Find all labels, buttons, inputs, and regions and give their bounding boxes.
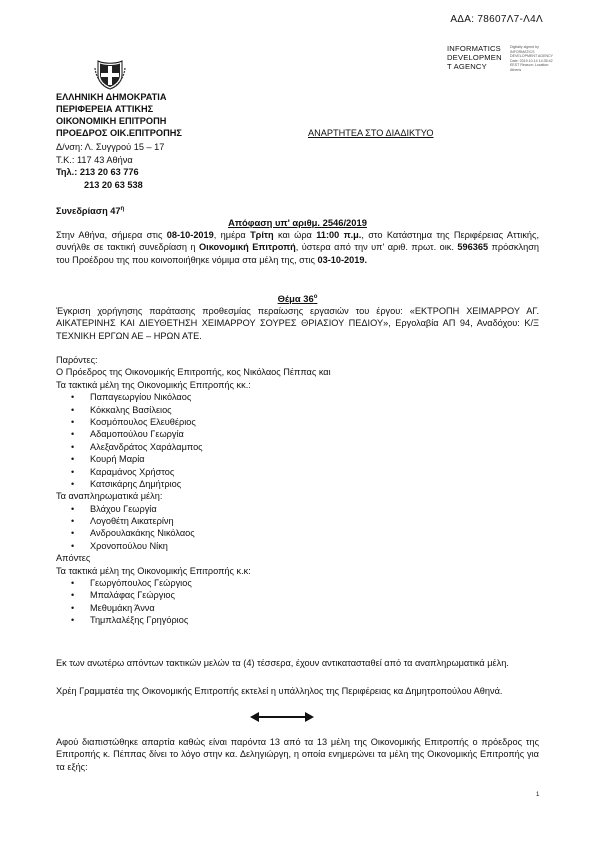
list-item: • Αλεξανδράτος Χαράλαμπος: [56, 441, 539, 453]
authority-line: ΕΛΛΗΝΙΚΗ ΔΗΜΟΚΡΑΤΙΑ: [56, 92, 167, 102]
intro-paragraph: Στην Αθήνα, σήμερα στις 08-10-2019, ημέρα Τρίτη και ώρα 11:00 π.μ., στο Κατάστημα της Περιφέρειας Αττικής, συνήλθε σε τακτική συνεδρίαση η Οικονομική Επιτροπή, ύστερα από την υπ' αριθ. πρωτ. οικ. 596365 πρόσκληση του Προέδρου της που κοινοποιήθηκε νόμιμα στα μέλη της, στις 03-10-2019.: [56, 230, 540, 265]
absent-members-list: [56, 577, 539, 627]
double-arrow-icon: [250, 710, 314, 724]
present-label: Παρόντες:: [56, 355, 98, 365]
greek-emblem-icon: [94, 58, 126, 90]
list-item: • Λογοθέτη Αικατερίνη: [56, 515, 539, 527]
alternate-members-list: [56, 503, 539, 553]
regular-members-label: Τα τακτικά μέλη της Οικονομικής Επιτροπής κκ.:: [56, 379, 251, 390]
postcode: Τ.Κ.: 117 43 Αθήνα: [56, 154, 133, 165]
list-item: • Γεωργόπουλος Γεώργιος: [56, 577, 539, 589]
contact-block: [56, 141, 164, 191]
list-item: • Ανδρουλακάκης Νικόλαος: [56, 527, 539, 539]
list-item: • Μπαλάφας Γεώργιος: [56, 589, 539, 601]
list-item: • Κουρή Μαρία: [56, 453, 539, 465]
chair-line: Ο Πρόεδρος της Οικονομικής Επιτροπής, κος Νικόλαος Πέππας και: [56, 367, 331, 378]
list-item: • Καραμάνος Χρήστος: [56, 466, 539, 478]
list-item: • Βλάχου Γεωργία: [56, 503, 539, 515]
regular-members-list: [56, 391, 539, 490]
absent-label: Απόντες: [56, 553, 91, 564]
post-online-label: ΑΝΑΡΤΗΤΕΑ ΣΤΟ ΔΙΑΔΙΚΤΥΟ: [308, 128, 434, 138]
secretary-paragraph: Χρέη Γραμματέα της Οικονομικής Επιτροπής εκτελεί η υπάλληλος της Περιφέρειας κα Δημητροπούλου Αθηνά.: [56, 686, 503, 696]
list-item: • Κοσμόπουλος Ελευθέριος: [56, 416, 539, 428]
signature-stamp-name: INFORMATICS DEVELOPMEN T AGENCY: [447, 44, 502, 72]
topic-title: Θέμα $36^o$: [277, 293, 318, 304]
session-number: Συνεδρίαση $47^\eta$: [56, 206, 125, 217]
list-item: • Κατσικάρης Δημήτριος: [56, 478, 539, 490]
list-item: • Μεθυμάκη Άννα: [56, 602, 539, 614]
phone-line: Τηλ.: 213 20 63 776: [56, 167, 139, 177]
replacement-paragraph: Εκ των ανωτέρω απόντων τακτικών μελών τα (4) τέσσερα, έχουν αντικατασταθεί από τα αναπληρωματικά μέλη.: [56, 658, 509, 668]
list-item: • Τημπλαλέξης Γρηγόριος: [56, 614, 539, 626]
authority-line: ΠΡΟΕΔΡΟΣ ΟΙΚ.ΕΠΙΤΡΟΠΗΣ: [56, 128, 182, 138]
topic-paragraph: Έγκριση χορήγησης παράτασης προθεσμίας περαίωσης εργασιών του έργου: «ΕΚΤΡΟΠΗ ΧΕΙΜΑΡΡΟΥ ΑΓ. ΑΙΚΑΤΕΡΙΝΗΣ ΚΑΙ ΔΙΕΥΘΕΤΗΣΗ ΧΕΙΜΑΡΡΟΥ ΣΟΥΡΕΣ ΘΡΙΑΣΙΟΥ ΠΕΔΙΟΥ», Εργολαβία ΑΠ 94, Αναδόχου: Κ/Ξ ΤΕΧΝΙΚΗ ΕΡΓΩΝ ΑΕ – ΗΡΩΝ ΑΤΕ.: [56, 306, 539, 341]
alternate-members-label: Τα αναπληρωματικά μέλη:: [56, 491, 163, 502]
phone-line-2: 213 20 63 538: [84, 179, 143, 190]
list-item: • Αδαμοπούλου Γεωργία: [56, 428, 539, 440]
attendance-list: [56, 354, 539, 627]
page-number: 1: [536, 792, 540, 798]
address: Δ/νση: Λ. Συγγρού 15 – 17: [56, 142, 165, 152]
list-item: • Παπαγεωργίου Νικόλαος: [56, 391, 539, 403]
authority-block: [56, 91, 182, 139]
decision-title: Απόφαση υπ' αριθμ. 2546/2019: [228, 217, 367, 228]
signature-stamp-details: Digitally signed by INFORMATICS DEVELOPMENT AGENCY Date: 2019.10.14 14:35:42 EEST Reason: Location: Athens: [510, 45, 554, 72]
authority-line: ΠΕΡΙΦΕΡΕΙΑ ΑΤΤΙΚΗΣ: [56, 104, 154, 114]
authority-line: ΟΙΚΟΝΟΜΙΚΗ ΕΠΙΤΡΟΠΗ: [56, 116, 167, 126]
list-item: • Χρονοπούλου Νίκη: [56, 540, 539, 552]
quorum-paragraph: Αφού διαπιστώθηκε απαρτία καθώς είναι παρόντα 13 από τα 13 μέλη της Οικονομικής Επιτροπής ο πρόεδρος της Επιτροπής κ. Πέππας δίνει το λόγο στην κα. Δεληγιώργη, η οποία ενημερώνει τα μέλη της Οικονομικής Επιτροπής για τα εξής:: [56, 737, 539, 772]
absent-members-label: Τα τακτικά μέλη της Οικονομικής Επιτροπής κ.κ:: [56, 565, 251, 576]
list-item: • Κόκκαλης Βασίλειος: [56, 404, 539, 416]
ada-code: ΑΔΑ: 78607Λ7-Λ4Λ: [450, 14, 543, 25]
